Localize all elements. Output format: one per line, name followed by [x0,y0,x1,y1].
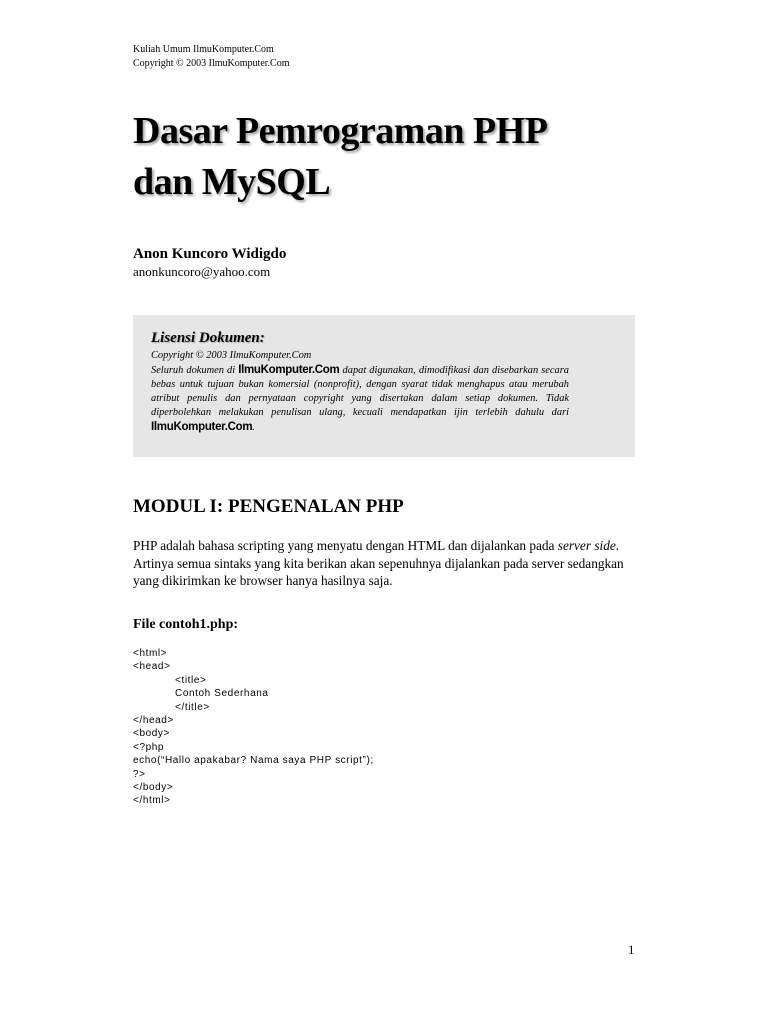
license-brand-2: IlmuKomputer.Com [151,421,253,433]
code-line: </head> [133,714,174,726]
code-line: </body> [133,781,174,793]
code-line: <?php [133,741,165,753]
code-line: ?> [133,768,146,780]
license-text-part-3: . [252,422,255,433]
intro-paragraph [133,537,625,590]
code-line: <head> [133,661,171,673]
code-line: echo(“Hallo apakabar? Nama saya PHP script”); [133,755,374,767]
author-email: anonkuncoro@yahoo.com [133,264,271,279]
code-file-label: File contoh1.php: [133,617,239,632]
code-line: <html> [133,648,168,659]
license-box [133,315,635,457]
document-title-line-1: Dasar Pemrograman PHP [133,110,548,152]
intro-italic: server side [557,538,616,553]
document-title-line-2: dan MySQL [133,161,331,203]
section-title: MODUL I: PENGENALAN PHP [133,496,404,517]
code-line: </html> [133,795,171,807]
code-line: <body> [133,728,170,740]
document-title [133,106,547,208]
license-text [151,349,569,435]
intro-part-2: . Artinya semua sintaks yang kita berikan akan sepenuhnya dijalankan pada server sedangkan yang dikirimkan ke browser hanya hasilnya saja. [133,538,624,588]
intro-part-1: PHP adalah bahasa scripting yang menyatu dengan HTML dan dijalankan pada [133,538,555,553]
license-heading: Lisensi Dokumen: [151,330,265,346]
code-line: <title> [175,674,207,686]
license-brand-1: IlmuKomputer.Com [238,364,340,376]
author-name: Anon Kuncoro Widigdo [133,246,287,262]
license-text-part-2: dapat digunakan, dimodifikasi dan disebarkan secara bebas untuk tujuan bukan komersial (nonprofit), dengan syarat tidak menghapus atau merubah atribut penulis dan pernyataan copyright yang disertakan dalam setiap dokumen. Tidak diperbolehkan melakukan penulisan ulang, kecuali mendapatkan ijin terlebih dahulu dari [151,365,569,418]
code-line: </title> [175,701,210,713]
license-body [151,363,569,435]
header-course-line: Kuliah Umum IlmuKomputer.Com [133,44,274,55]
header-copyright-line: Copyright © 2003 IlmuKomputer.Com [133,58,290,69]
license-text-part-1: Seluruh dokumen di [151,365,236,376]
license-copyright: Copyright © 2003 IlmuKomputer.Com [151,350,312,361]
page-number: 1 [628,942,635,957]
code-line: Contoh Sederhana [175,688,269,700]
code-block [133,647,374,808]
